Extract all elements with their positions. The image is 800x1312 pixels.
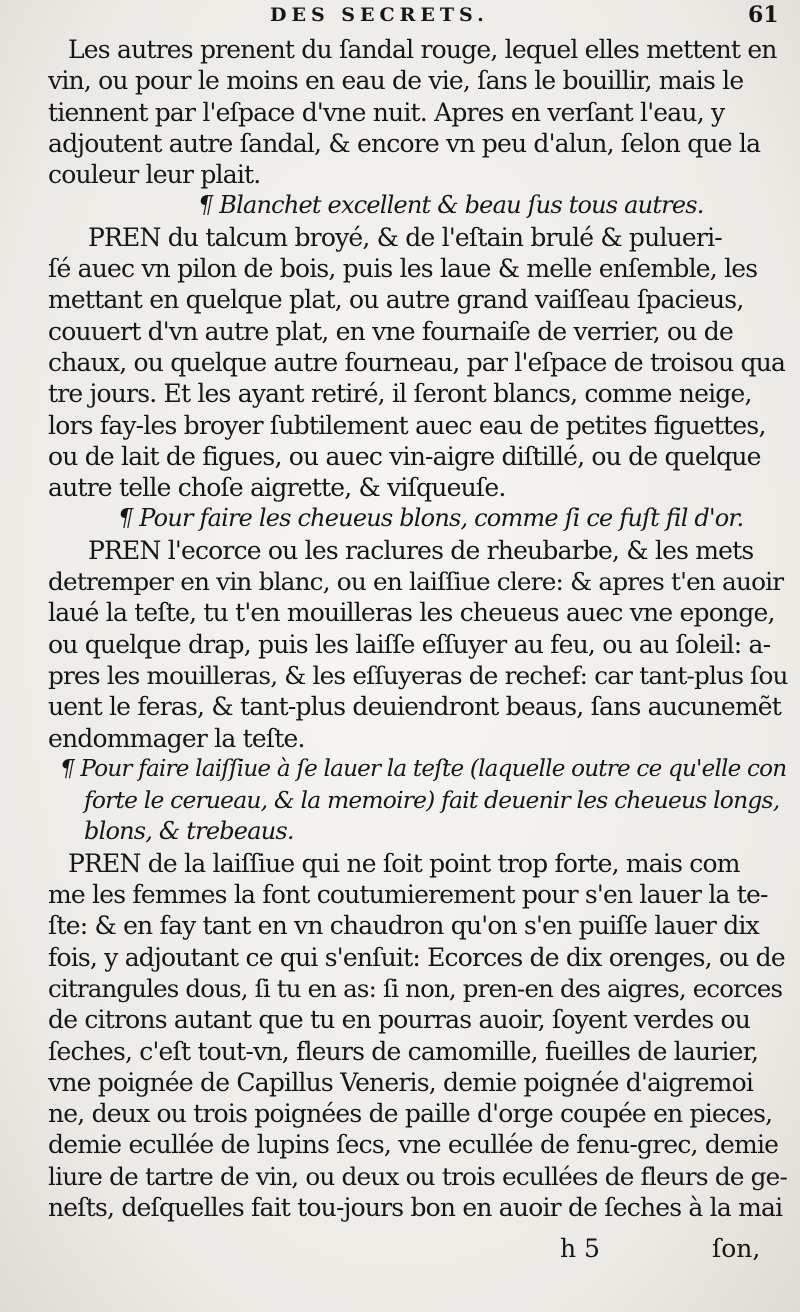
text-line: laué la teſte, tu t'en mouilleras les cheueus auec vne eponge,	[48, 598, 775, 628]
text-line: tiennent par l'eſpace d'vne nuit. Apres en verſant l'eau, y	[48, 97, 725, 127]
text-line: lors fay-les broyer ſubtilement auec eau de petites figuettes,	[48, 410, 766, 440]
text-line: pres les mouilleras, & les eſſuyeras de rechef: car tant-plus ſou	[48, 660, 788, 690]
text-line: ſte: & en fay tant en vn chaudron qu'on s'en puiſſe lauer dix	[48, 911, 759, 941]
text-line: de citrons autant que tu en pourras auoir, ſoyent verdes ou	[48, 1005, 751, 1035]
page-body-text	[48, 34, 788, 1223]
signature-mark: h 5	[560, 1234, 600, 1263]
section-heading-line: ¶ Pour faire les cheueus blons, comme ſi ce fuſt fil d'or.	[118, 504, 744, 533]
running-head	[0, 2, 800, 32]
text-line: endommager la teſte.	[48, 723, 305, 753]
text-line: fois, y adjoutant ce qui s'enſuit: Ecorces de dix orenges, ou de	[48, 942, 785, 972]
catchword: ſon,	[712, 1234, 761, 1263]
text-line: uent le feras, & tant-plus deuiendront beaus, ſans aucunemẽt	[48, 692, 781, 722]
text-line: demie ecullée de lupins ſecs, vne ecullée de fenu-grec, demie	[48, 1130, 779, 1160]
section-heading-line: blons, & trebeaus.	[84, 817, 294, 846]
text-line: ou quelque drap, puis les laiſſe eſſuyer au feu, ou au ſoleil: a-	[48, 629, 771, 659]
text-line: vin, ou pour le moins en eau de vie, ſans le bouillir, mais le	[48, 66, 744, 96]
page-footer	[0, 1234, 800, 1274]
text-line: mettant en quelque plat, ou autre grand vaiſſeau ſpacieus,	[48, 285, 744, 315]
text-line: autre telle choſe aigrette, & viſqueuſe.	[48, 473, 506, 503]
text-line: PREN du talcum broyé, & de l'eſtain brulé & pulueri-	[88, 222, 722, 252]
text-line: ſé auec vn pilon de bois, puis les laue & melle enſemble, les	[48, 254, 758, 284]
page-number: 61	[748, 2, 779, 28]
text-line: citrangules dous, ſi tu en as: ſi non, pren-en des aigres, ecorces	[48, 973, 783, 1003]
text-line: ou de lait de figues, ou auec vin-aigre diſtillé, ou de quelque	[48, 441, 761, 471]
text-line: PREN l'ecorce ou les raclures de rheubarbe, & les mets	[88, 535, 754, 565]
text-line: PREN de la laiſſiue qui ne ſoit point trop forte, mais com	[68, 848, 740, 878]
text-line: couuert d'vn autre plat, en vne fournaiſe de verrier, ou de	[48, 316, 733, 346]
section-heading-line: forte le cerueau, & la memoire) fait deuenir les cheueus longs,	[84, 786, 780, 815]
section-heading-line: ¶ Pour faire laiſſiue à ſe lauer la teſte (laquelle outre ce qu'elle con	[60, 755, 787, 782]
text-line: me les femmes la font coutumierement pour s'en lauer la te-	[48, 880, 768, 910]
running-head-title: DES SECRETS.	[270, 4, 489, 26]
text-line: liure de tartre de vin, ou deux ou trois ecullées de fleurs de ge-	[48, 1161, 788, 1191]
text-line: couleur leur plait.	[48, 160, 261, 190]
text-line: Les autres prenent du ſandal rouge, lequel elles mettent en	[68, 35, 777, 64]
text-line: tre jours. Et les ayant retiré, il ſeront blancs, comme neige,	[48, 379, 752, 409]
text-line: adjoutent autre ſandal, & encore vn peu d'alun, ſelon que la	[48, 128, 761, 158]
section-heading-line: ¶ Blanchet excellent & beau ſus tous autres.	[198, 191, 704, 220]
text-line: ne, deux ou trois poignées de paille d'orge coupée en pieces,	[48, 1099, 773, 1129]
text-line: detremper en vin blanc, ou en laiſſiue clere: & apres t'en auoir	[48, 567, 784, 597]
text-line: vne poignée de Capillus Veneris, demie poignée d'aigremoi	[48, 1067, 754, 1097]
text-line: ſeches, c'eſt tout-vn, fleurs de camomille, fueilles de laurier,	[48, 1036, 759, 1066]
text-line: neſts, deſquelles fait tou-jours bon en auoir de ſeches à la mai	[48, 1192, 783, 1222]
text-line: chaux, ou quelque autre fourneau, par l'eſpace de troisou qua	[48, 347, 786, 377]
